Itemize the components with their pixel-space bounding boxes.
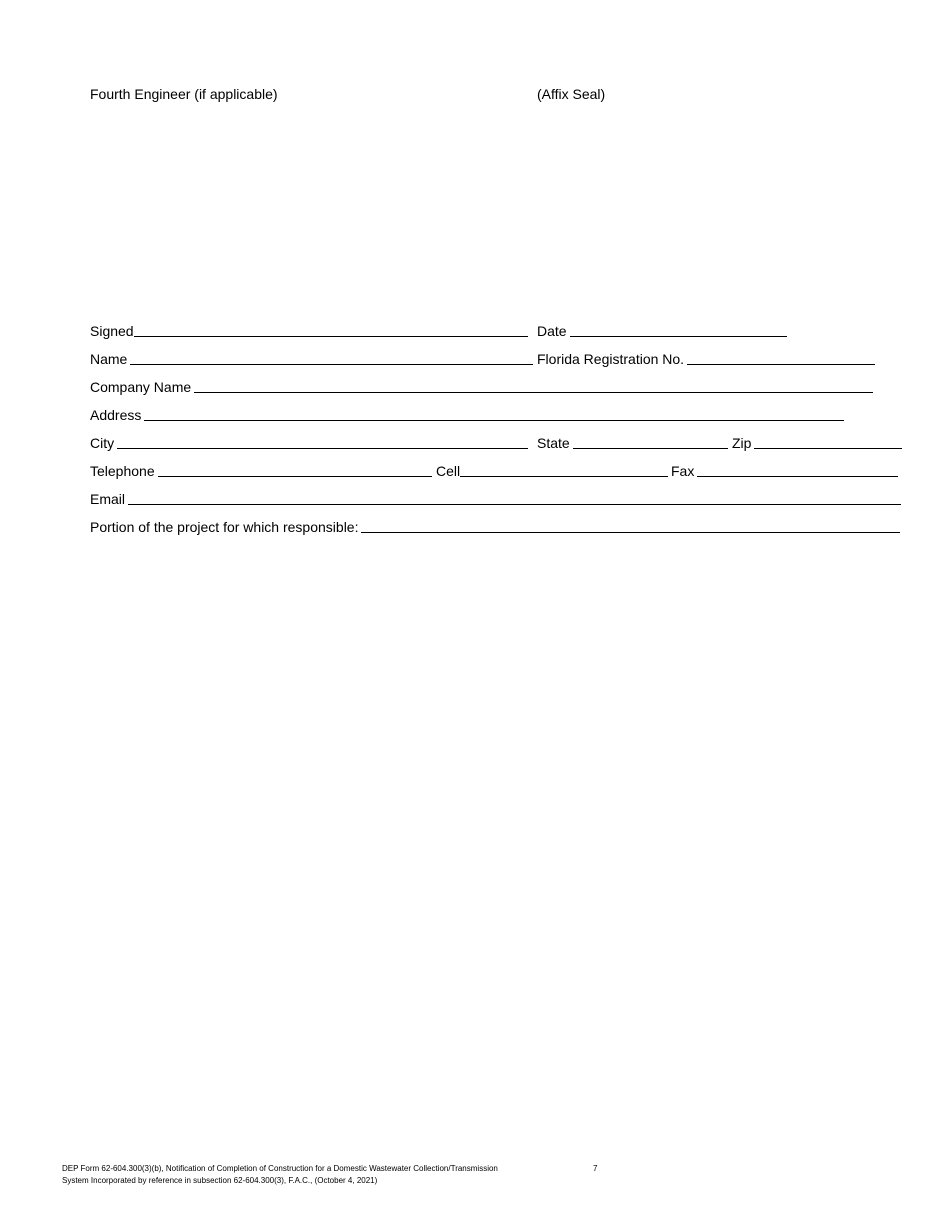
state-line[interactable] bbox=[573, 448, 728, 449]
cell-field[interactable] bbox=[436, 460, 668, 480]
florida-registration-field[interactable] bbox=[537, 348, 875, 368]
company-name-line[interactable] bbox=[194, 392, 873, 393]
telephone-field[interactable] bbox=[90, 460, 432, 480]
zip-label: Zip bbox=[732, 435, 752, 451]
city-label: City bbox=[90, 435, 115, 451]
zip-line[interactable] bbox=[754, 448, 902, 449]
city-line[interactable] bbox=[117, 448, 528, 449]
name-field[interactable] bbox=[90, 348, 533, 368]
form-footer bbox=[62, 1163, 498, 1187]
portion-label: Portion of the project for which responsible: bbox=[90, 519, 359, 535]
address-field[interactable] bbox=[90, 404, 844, 424]
address-line[interactable] bbox=[144, 420, 844, 421]
date-label: Date bbox=[537, 323, 567, 339]
name-line[interactable] bbox=[130, 364, 533, 365]
state-field[interactable] bbox=[537, 432, 728, 452]
fax-label: Fax bbox=[671, 463, 695, 479]
telephone-label: Telephone bbox=[90, 463, 155, 479]
cell-line[interactable] bbox=[460, 476, 668, 477]
page-number: 7 bbox=[593, 1164, 598, 1173]
footer-line-1: DEP Form 62-604.300(3)(b), Notification of Completion of Construction for a Domestic Wastewater Collection/Transmission bbox=[62, 1164, 498, 1173]
zip-field[interactable] bbox=[732, 432, 902, 452]
email-line[interactable] bbox=[128, 504, 901, 505]
date-line[interactable] bbox=[570, 336, 787, 337]
email-label: Email bbox=[90, 491, 126, 507]
portion-field[interactable] bbox=[90, 516, 900, 536]
signed-field[interactable] bbox=[90, 320, 528, 340]
affix-seal-label: (Affix Seal) bbox=[537, 86, 606, 102]
address-label: Address bbox=[90, 407, 142, 423]
company-name-label: Company Name bbox=[90, 379, 192, 395]
state-label: State bbox=[537, 435, 570, 451]
signed-line[interactable] bbox=[134, 336, 528, 337]
name-label: Name bbox=[90, 351, 128, 367]
city-field[interactable] bbox=[90, 432, 528, 452]
florida-registration-line[interactable] bbox=[687, 364, 875, 365]
telephone-line[interactable] bbox=[158, 476, 432, 477]
signed-label: Signed bbox=[90, 323, 134, 339]
florida-registration-label: Florida Registration No. bbox=[537, 351, 685, 367]
cell-label: Cell bbox=[436, 463, 461, 479]
fax-field[interactable] bbox=[671, 460, 898, 480]
company-name-field[interactable] bbox=[90, 376, 873, 396]
portion-line[interactable] bbox=[361, 532, 900, 533]
date-field[interactable] bbox=[537, 320, 787, 340]
email-field[interactable] bbox=[90, 488, 901, 508]
engineer-heading: Fourth Engineer (if applicable) bbox=[90, 86, 278, 102]
fax-line[interactable] bbox=[697, 476, 898, 477]
footer-line-2: System Incorporated by reference in subsection 62-604.300(3), F.A.C., (October 4, 2021) bbox=[62, 1176, 378, 1185]
